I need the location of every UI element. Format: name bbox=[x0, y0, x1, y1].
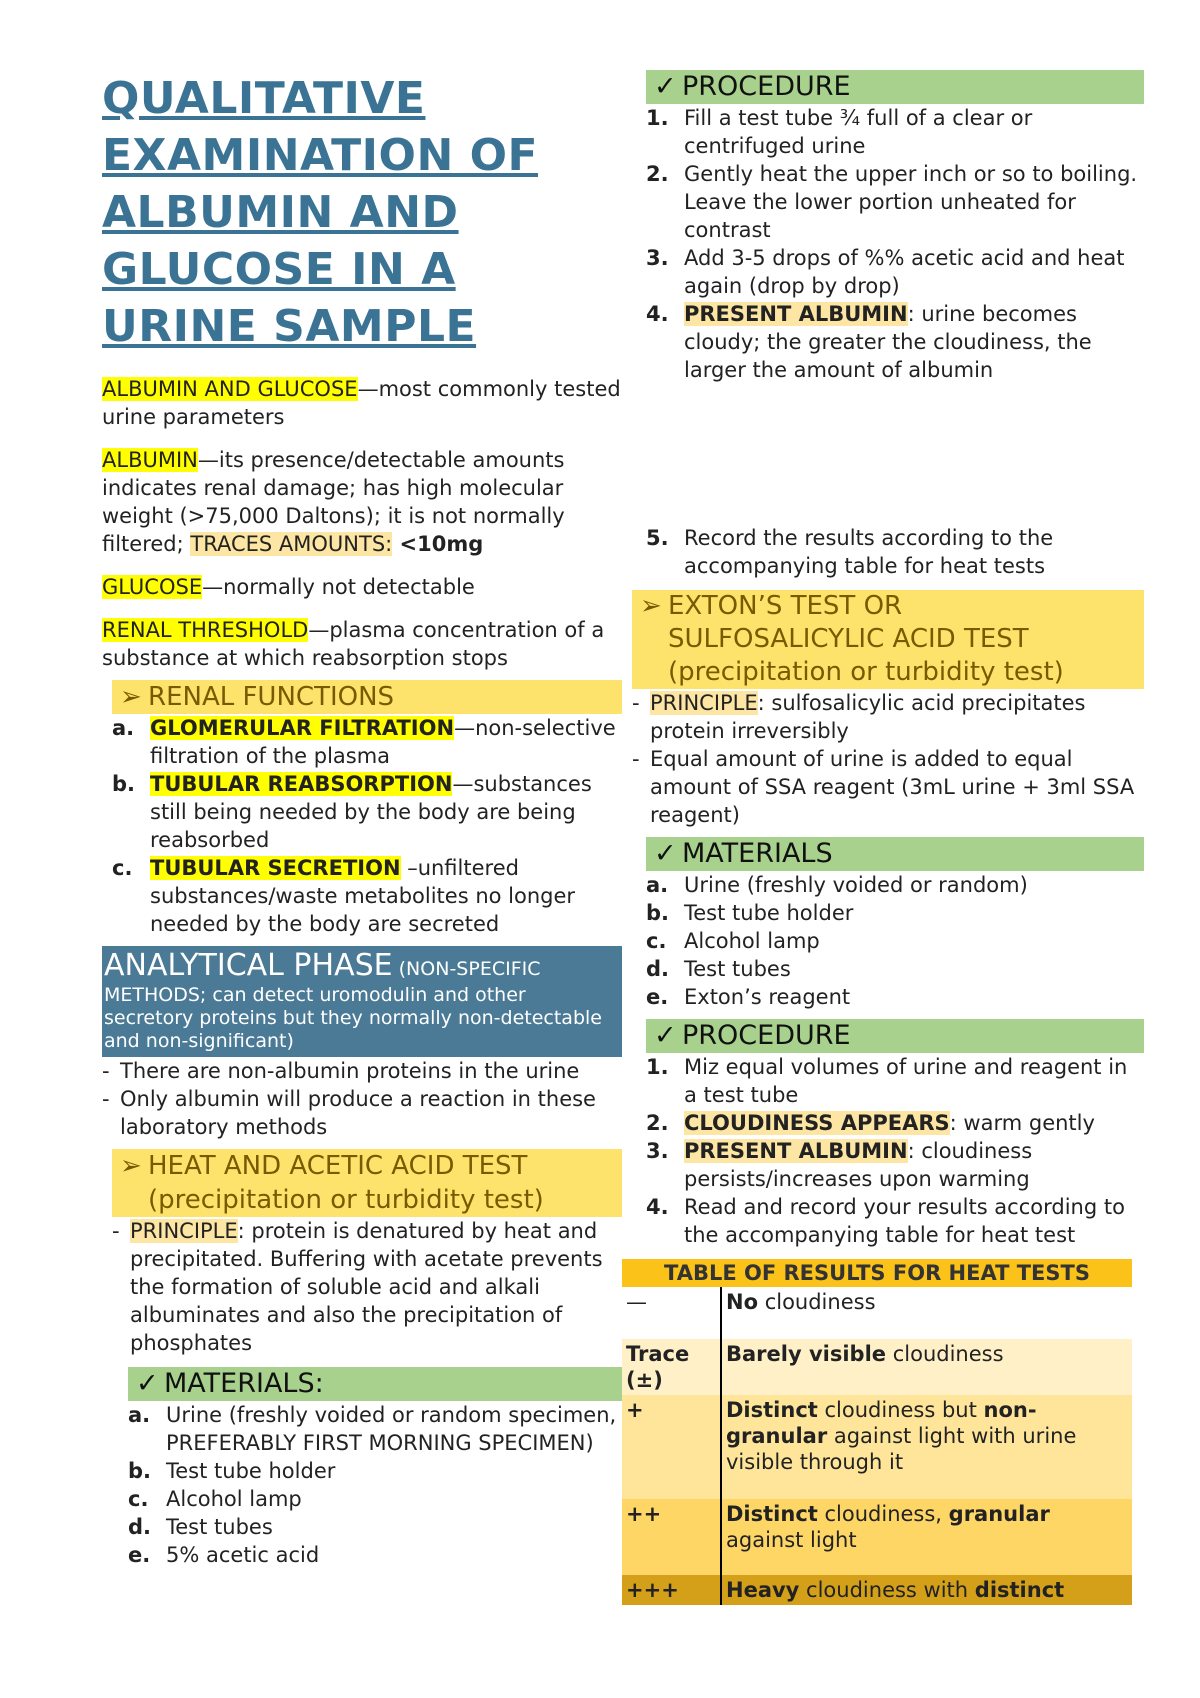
heading-text: PROCEDURE bbox=[682, 1020, 851, 1051]
item-text: Record the results according to the accompanying table for heat tests bbox=[684, 526, 1054, 578]
traces-label: TRACES AMOUNTS: bbox=[190, 532, 393, 556]
definition-glucose bbox=[102, 573, 622, 601]
result-description: Barely visible cloudiness bbox=[726, 1342, 1004, 1366]
left-column bbox=[102, 70, 622, 1569]
heat-test-heading bbox=[112, 1149, 622, 1217]
list-marker: b. bbox=[646, 901, 670, 925]
item-text: Alcohol lamp bbox=[684, 929, 820, 953]
term: GLOMERULAR FILTRATION bbox=[150, 716, 455, 740]
arrow-bullet-icon: ➢ bbox=[640, 591, 662, 621]
renal-functions-list bbox=[112, 714, 622, 938]
item-text: Add 3-5 drops of %% acetic acid and heat again (drop by drop) bbox=[684, 246, 1125, 298]
list-marker: b. bbox=[128, 1459, 152, 1483]
heat-materials-heading bbox=[128, 1367, 622, 1401]
list-marker: a. bbox=[112, 716, 135, 740]
table-row bbox=[622, 1575, 1132, 1605]
table-row bbox=[622, 1287, 1132, 1339]
arrow-bullet-icon: ➢ bbox=[120, 1151, 142, 1181]
item-text: : cloudiness persists/increases upon warming bbox=[684, 1139, 1033, 1191]
title-line: GLUCOSE IN A bbox=[102, 244, 456, 295]
list-item bbox=[128, 1401, 622, 1457]
check-icon: ✓ bbox=[654, 1020, 677, 1051]
list-item bbox=[646, 871, 1144, 899]
item-text: —substances still being needed by the body are being reabsorbed bbox=[150, 772, 592, 852]
list-marker: 2. bbox=[646, 1111, 669, 1135]
item-text: Exton’s reagent bbox=[684, 985, 851, 1009]
exton-materials-list bbox=[646, 871, 1144, 1011]
list-item bbox=[128, 1485, 622, 1513]
heat-materials-list bbox=[128, 1401, 622, 1569]
term: ALBUMIN AND GLUCOSE bbox=[102, 377, 358, 401]
list-marker: 4. bbox=[646, 302, 669, 326]
heat-procedure-list bbox=[646, 104, 1144, 580]
results-table-heading: TABLE OF RESULTS FOR HEAT TESTS bbox=[622, 1259, 1132, 1287]
list-item bbox=[646, 244, 1144, 300]
heading-text: MATERIALS bbox=[682, 838, 833, 869]
definition-text: —most commonly tested urine parameters bbox=[102, 377, 621, 429]
list-item: - Only albumin will produce a reaction in these laboratory methods bbox=[102, 1087, 596, 1139]
item-text: : protein is denatured by heat and precipitated. Buffering with acetate prevents the formation of soluble acid and alkali albuminates and also the precipitation of phosphates bbox=[130, 1219, 603, 1355]
result-grade: +++ bbox=[622, 1575, 721, 1605]
item-text: Fill a test tube ¾ full of a clear or centrifuged urine bbox=[684, 106, 1033, 158]
result-description: Heavy cloudiness with distinct bbox=[726, 1578, 1065, 1602]
term: PRINCIPLE bbox=[650, 691, 758, 715]
title-line: QUALITATIVE bbox=[102, 73, 426, 124]
result-description: No cloudiness bbox=[726, 1290, 876, 1314]
list-marker: c. bbox=[112, 856, 133, 880]
list-marker: 1. bbox=[646, 1055, 669, 1079]
exton-heading bbox=[632, 590, 1144, 689]
list-item: - There are non-albumin proteins in the urine bbox=[102, 1059, 580, 1083]
item-text: Read and record your results according to the accompanying table for heat test bbox=[684, 1195, 1125, 1247]
list-item bbox=[646, 927, 1144, 955]
term: PRESENT ALBUMIN bbox=[684, 1139, 908, 1163]
result-grade: ++ bbox=[622, 1499, 721, 1575]
traces-value: <10mg bbox=[392, 532, 484, 556]
list-item bbox=[646, 1137, 1144, 1193]
item-text: Equal amount of urine is added to equal amount of SSA reagent (3mL urine + 3ml SSA reagent) bbox=[650, 747, 1135, 827]
list-item bbox=[128, 1513, 622, 1541]
list-item bbox=[646, 104, 1144, 160]
item-text: Test tube holder bbox=[684, 901, 854, 925]
term: ALBUMIN bbox=[102, 448, 198, 472]
list-item bbox=[646, 300, 1144, 384]
item-text: —non-selective filtration of the plasma bbox=[150, 716, 616, 768]
list-item bbox=[112, 770, 622, 854]
list-item bbox=[646, 899, 1144, 927]
item-text: Miz equal volumes of urine and reagent in a test tube bbox=[684, 1055, 1128, 1107]
item-text: Gently heat the upper inch or so to boiling. Leave the lower portion unheated for contrast bbox=[684, 162, 1138, 242]
definition-text: —normally not detectable bbox=[202, 575, 475, 599]
list-marker: 3. bbox=[646, 1139, 669, 1163]
heading-text: PROCEDURE bbox=[682, 71, 851, 102]
heading-text: EXTON’S TEST OR bbox=[668, 591, 903, 621]
table-row bbox=[622, 1395, 1132, 1499]
table-row bbox=[622, 1339, 1132, 1395]
results-table-container bbox=[622, 1259, 1132, 1605]
item-text: Test tube holder bbox=[166, 1459, 336, 1483]
list-item bbox=[646, 1109, 1144, 1137]
page-title bbox=[102, 70, 622, 355]
term: RENAL THRESHOLD bbox=[102, 618, 309, 642]
definition-albumin bbox=[102, 446, 622, 558]
list-item bbox=[646, 160, 1144, 244]
result-grade: + bbox=[622, 1395, 721, 1499]
list-marker: 5. bbox=[646, 526, 669, 550]
result-grade: Trace (±) bbox=[622, 1339, 721, 1395]
heading-text: MATERIALS: bbox=[164, 1368, 324, 1399]
analytical-phase-box bbox=[102, 946, 622, 1057]
heat-procedure-heading bbox=[646, 70, 1144, 104]
list-marker: c. bbox=[646, 929, 667, 953]
list-item bbox=[128, 1541, 622, 1569]
item-text: : sulfosalicylic acid precipitates protein irreversibly bbox=[650, 691, 1086, 743]
item-text: : warm gently bbox=[949, 1111, 1095, 1135]
definition-text: —plasma concentration of a substance at which reabsorption stops bbox=[102, 618, 605, 670]
exton-principle bbox=[632, 689, 1144, 829]
item-text: Urine (freshly voided or random specimen, PREFERABLY FIRST MORNING SPECIMEN) bbox=[166, 1403, 617, 1455]
list-item bbox=[112, 854, 622, 938]
heading-text: HEAT AND ACETIC ACID TEST bbox=[148, 1151, 528, 1181]
list-marker: a. bbox=[128, 1403, 151, 1427]
term: PRESENT ALBUMIN bbox=[684, 302, 908, 326]
list-item bbox=[646, 524, 1144, 580]
title-line: EXAMINATION OF bbox=[102, 130, 539, 181]
definition-albumin-glucose bbox=[102, 375, 622, 431]
title-line: URINE SAMPLE bbox=[102, 301, 477, 352]
list-marker: 4. bbox=[646, 1195, 669, 1219]
term: TUBULAR SECRETION bbox=[150, 856, 401, 880]
item-text: There are non-albumin proteins in the urine bbox=[120, 1059, 580, 1083]
list-item bbox=[646, 955, 1144, 983]
list-item: - PRINCIPLE: sulfosalicylic acid precipitates protein irreversibly bbox=[632, 691, 1086, 743]
list-marker: e. bbox=[128, 1543, 151, 1567]
heat-test-principle bbox=[112, 1217, 622, 1357]
list-marker: 1. bbox=[646, 106, 669, 130]
item-text: Urine (freshly voided or random) bbox=[684, 873, 1028, 897]
item-text: 5% acetic acid bbox=[166, 1543, 320, 1567]
heading-subtext: (precipitation or turbidity test) bbox=[668, 657, 1064, 687]
right-column bbox=[626, 70, 1144, 1605]
list-item bbox=[646, 1053, 1144, 1109]
list-item bbox=[112, 714, 622, 770]
list-item bbox=[128, 1457, 622, 1485]
arrow-bullet-icon: ➢ bbox=[120, 682, 142, 712]
item-text: Test tubes bbox=[684, 957, 791, 981]
results-table bbox=[622, 1287, 1132, 1605]
item-text: Test tubes bbox=[166, 1515, 273, 1539]
item-text: –unfiltered substances/waste metabolites no longer needed by the body are secreted bbox=[150, 856, 576, 936]
exton-procedure-heading bbox=[646, 1019, 1144, 1053]
list-item: - Equal amount of urine is added to equal amount of SSA reagent (3mL urine + 3ml SSA reagent) bbox=[632, 747, 1135, 827]
heading-text: SULFOSALICYLIC ACID TEST bbox=[668, 624, 1029, 654]
check-icon: ✓ bbox=[136, 1368, 159, 1399]
term: TUBULAR REABSORPTION bbox=[150, 772, 453, 796]
definition-renal-threshold bbox=[102, 616, 622, 672]
list-marker: e. bbox=[646, 985, 669, 1009]
term: GLUCOSE bbox=[102, 575, 203, 599]
definition-text: —its presence/detectable amounts indicates renal damage; has high molecular weight (>75,000 Daltons); it is not normally filtered; bbox=[102, 448, 565, 556]
result-description: Distinct cloudiness but non-granular against light with urine visible through it bbox=[726, 1398, 1077, 1474]
item-text: Only albumin will produce a reaction in these laboratory methods bbox=[120, 1087, 596, 1139]
exton-procedure-list bbox=[646, 1053, 1144, 1249]
check-icon: ✓ bbox=[654, 71, 677, 102]
check-icon: ✓ bbox=[654, 838, 677, 869]
result-grade: — bbox=[622, 1287, 721, 1339]
list-item bbox=[646, 1193, 1144, 1249]
heading-subtext: (precipitation or turbidity test) bbox=[148, 1185, 544, 1215]
term: CLOUDINESS APPEARS bbox=[684, 1111, 950, 1135]
list-marker: b. bbox=[112, 772, 136, 796]
list-marker: c. bbox=[128, 1487, 149, 1511]
title-line: ALBUMIN AND bbox=[102, 187, 459, 238]
analytical-bullets bbox=[102, 1057, 622, 1141]
result-description: Distinct cloudiness, granular against light bbox=[726, 1502, 1050, 1552]
list-marker: a. bbox=[646, 873, 669, 897]
table-row bbox=[622, 1499, 1132, 1575]
list-marker: d. bbox=[646, 957, 670, 981]
analytical-heading: ANALYTICAL PHASE bbox=[104, 948, 393, 983]
renal-functions-heading bbox=[112, 680, 622, 714]
list-marker: d. bbox=[128, 1515, 152, 1539]
list-marker: 3. bbox=[646, 246, 669, 270]
analytical-note: (NON-SPECIFIC METHODS; can detect uromodulin and other secretory proteins but they normally non-detectable and non-significant) bbox=[104, 958, 602, 1052]
item-text: : urine becomes cloudy; the greater the cloudiness, the larger the amount of albumin bbox=[684, 302, 1092, 382]
item-text: Alcohol lamp bbox=[166, 1487, 302, 1511]
exton-materials-heading bbox=[646, 837, 1144, 871]
list-item bbox=[646, 983, 1144, 1011]
term: PRINCIPLE bbox=[130, 1219, 238, 1243]
list-item: - PRINCIPLE: protein is denatured by heat and precipitated. Buffering with acetate prevents the formation of soluble acid and alkali albuminates and also the precipitation of phosphates bbox=[112, 1219, 603, 1355]
heading-text: RENAL FUNCTIONS bbox=[148, 682, 395, 712]
list-marker: 2. bbox=[646, 162, 669, 186]
